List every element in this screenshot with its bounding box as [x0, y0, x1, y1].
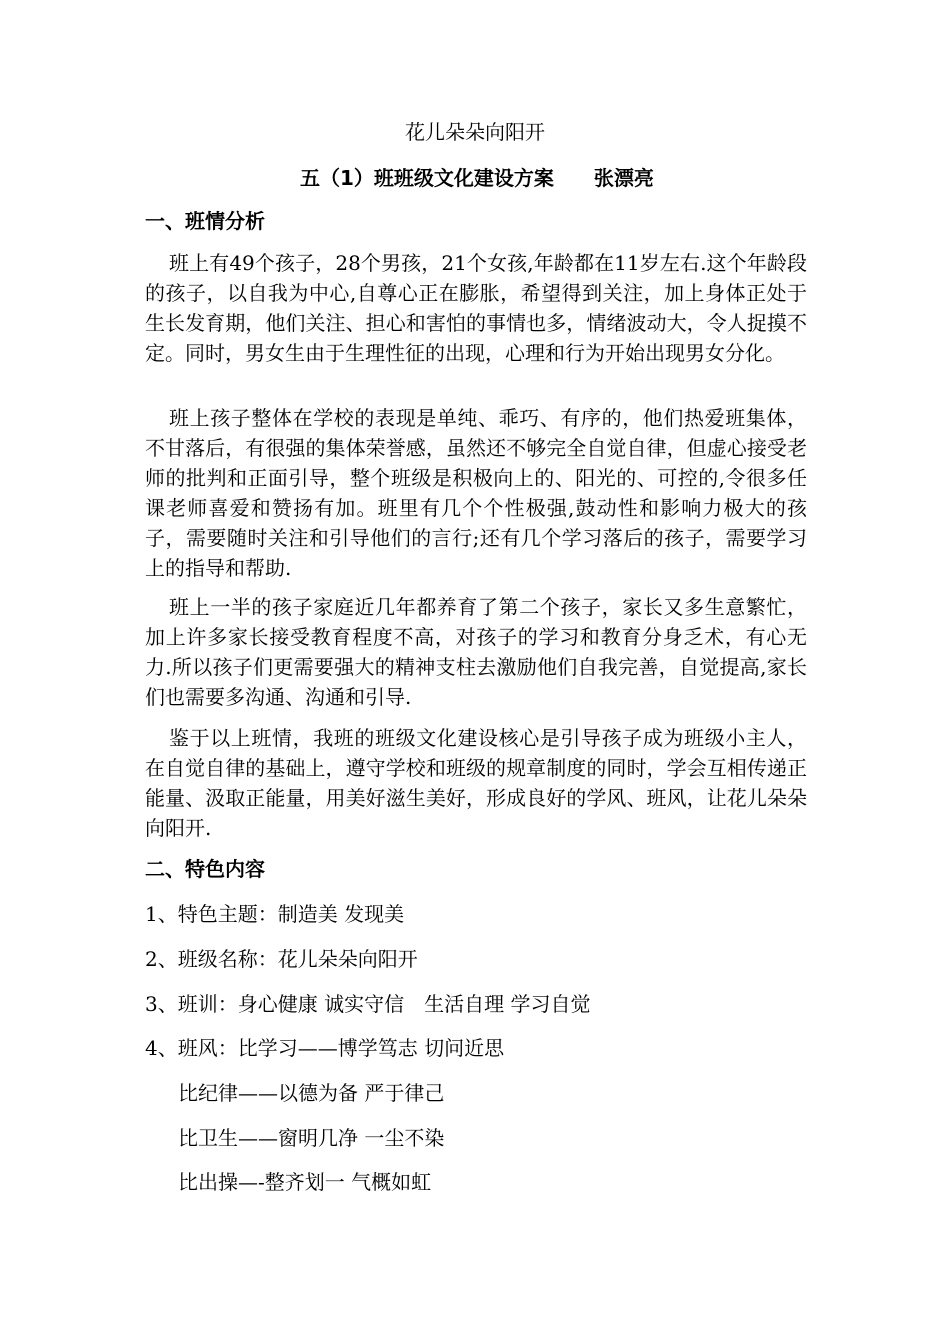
feature-sub-item: 比出操—-整齐划一 气概如虹 — [178, 1170, 432, 1194]
feature-sub-item: 比纪律——以德为备 严于律己 — [178, 1081, 445, 1105]
paragraph-4: 鉴于以上班情，我班的班级文化建设核心是引导孩子成为班级小主人，在自觉自律的基础上，遵守学校和班级的规章制度的同时，学会互相传递正能量、汲取正能量，用美好滋生美好，形成良好的学风、班风，让花儿朵朵向阳开. — [145, 726, 807, 840]
section-heading-class-analysis: 一、班情分析 — [145, 209, 265, 233]
feature-item: 3、班训：身心健康 诚实守信 生活自理 学习自觉 — [145, 992, 591, 1016]
document-subtitle — [300, 164, 820, 192]
feature-item: 2、班级名称：花儿朵朵向阳开 — [145, 947, 418, 971]
subtitle-text: 五（1）班班级文化建设方案 — [300, 166, 554, 190]
paragraph-1: 班上有49个孩子，28个男孩，21个女孩,年龄都在11岁左右.这个年龄段的孩子，以自我为中心,自尊心正在膨胀，希望得到关注，加上身体正处于生长发育期，他们关注、担心和害怕的事情也多，情绪波动大，令人捉摸不定。同时，男女生由于生理性征的出现，心理和行为开始出现男女分化。 — [145, 251, 807, 365]
feature-item: 1、特色主题：制造美 发现美 — [145, 902, 405, 926]
section-heading-features: 二、特色内容 — [145, 857, 265, 881]
paragraph-3: 班上一半的孩子家庭近几年都养育了第二个孩子，家长又多生意繁忙，加上许多家长接受教育程度不高，对孩子的学习和教育分身乏术，有心无力.所以孩子们更需要强大的精神支柱去激励他们自我完善，自觉提高,家长们也需要多沟通、沟通和引导. — [145, 595, 807, 709]
feature-item: 4、班风：比学习——博学笃志 切问近思 — [145, 1036, 505, 1060]
paragraph-2: 班上孩子整体在学校的表现是单纯、乖巧、有序的，他们热爱班集体，不甘落后，有很强的集体荣誉感，虽然还不够完全自觉自律，但虚心接受老师的批判和正面引导，整个班级是积极向上的、阳光的、可控的,令很多任课老师喜爱和赞扬有加。班里有几个个性极强,鼓动性和影响力极大的孩子，需要随时关注和引导他们的言行;还有几个学习落后的孩子，需要学习上的指导和帮助. — [145, 406, 807, 580]
feature-sub-item: 比卫生——窗明几净 一尘不染 — [178, 1126, 445, 1150]
document-title: 花儿朵朵向阳开 — [405, 120, 545, 144]
author-name: 张漂亮 — [593, 166, 654, 190]
